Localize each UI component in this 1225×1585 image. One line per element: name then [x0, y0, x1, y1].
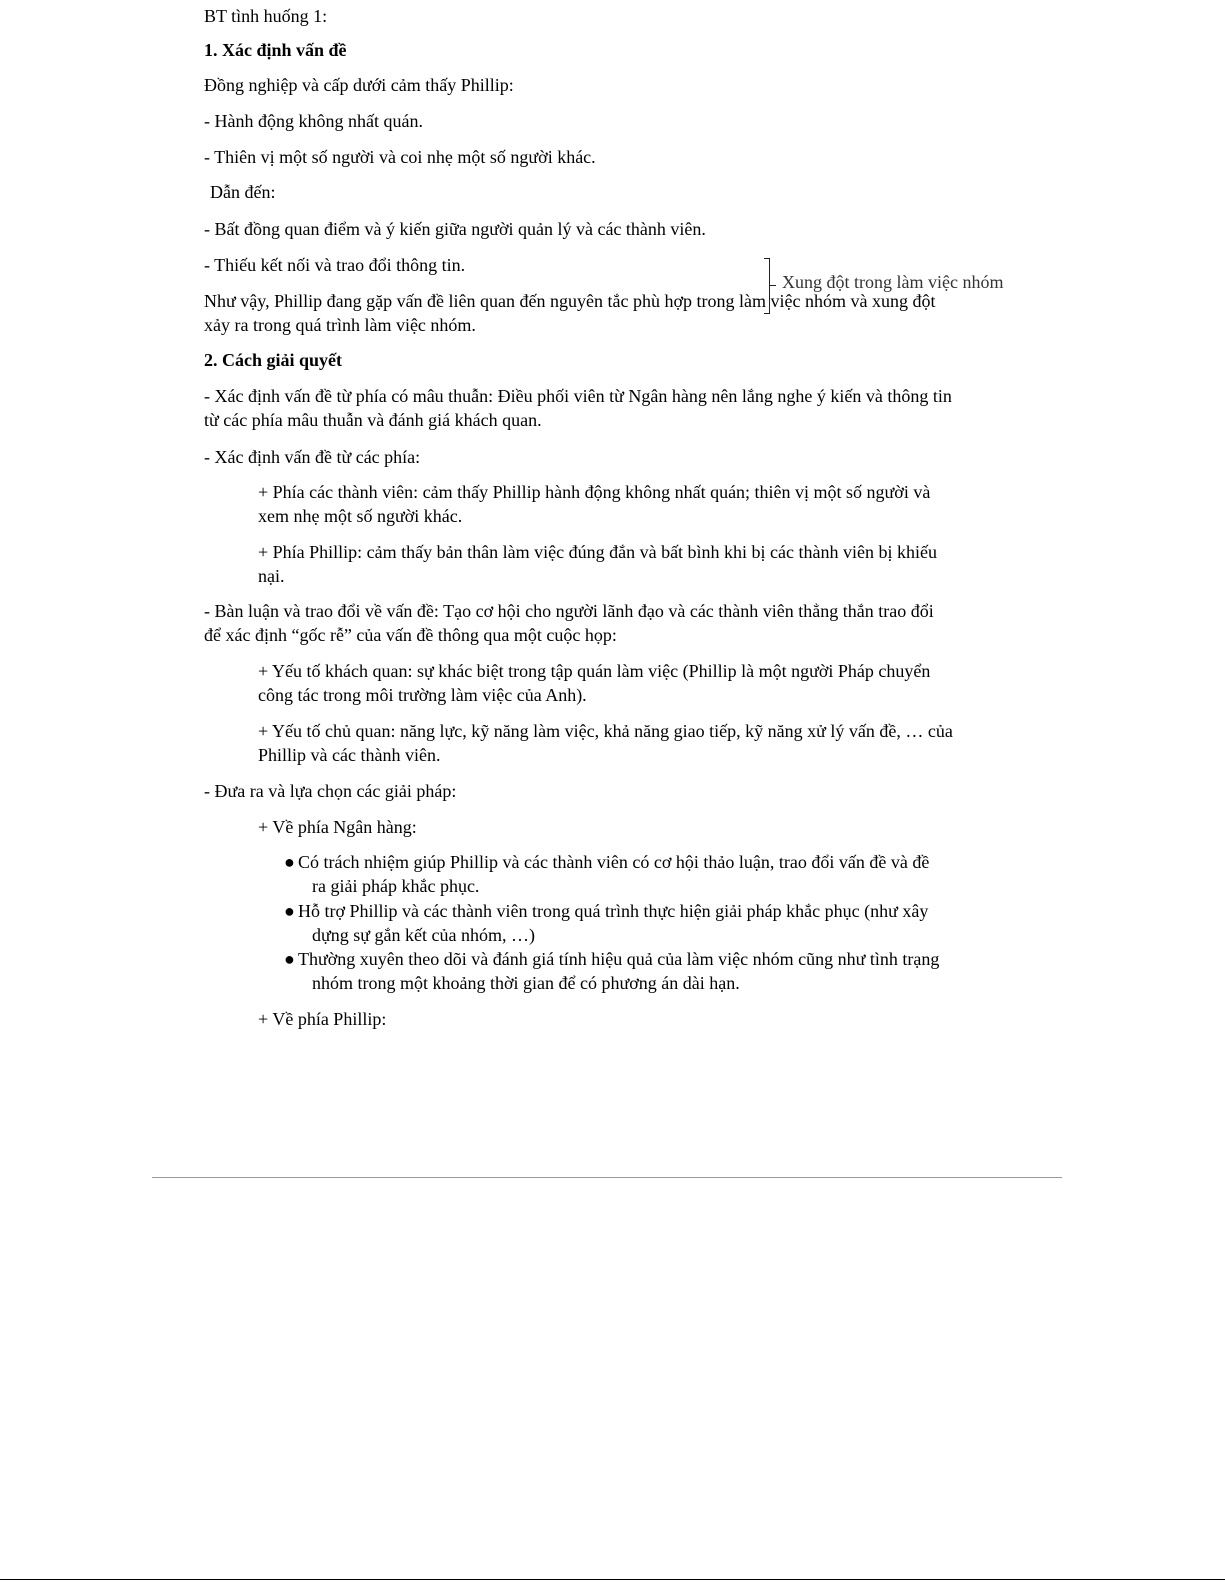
bank-bullet-1-line-2: ra giải pháp khắc phục.	[312, 876, 480, 896]
leads-to-text: Dẫn đến:	[210, 182, 276, 202]
section-2-title: 2. Cách giải quyết	[204, 350, 343, 370]
problem-item-1: - Hành động không nhất quán.	[204, 111, 423, 131]
problem-item-2: - Thiên vị một số người và coi nhẹ một số người khác.	[204, 147, 596, 167]
solution-2: - Xác định vấn đề từ các phía:	[204, 447, 421, 467]
bank-bullet-1-line-1	[284, 850, 929, 874]
problem-item-4: - Thiếu kết nối và trao đổi thông tin.	[204, 255, 466, 275]
solution-3-line-2: để xác định “gốc rễ” của vấn đề thông qua một cuộc họp:	[204, 625, 617, 645]
section-1-title: 1. Xác định vấn đề	[204, 40, 347, 60]
solution-1-line-2: từ các phía mâu thuẫn và đánh giá khách quan.	[204, 410, 542, 430]
bullet-icon: ●	[284, 901, 295, 921]
bullet-text: Thường xuyên theo dõi và đánh giá tính hiệu quả của làm việc nhóm cũng như tình trạng	[298, 949, 940, 969]
subjective-factor-line-1: + Yếu tố chủ quan: năng lực, kỹ năng làm việc, khả năng giao tiếp, kỹ năng xử lý vấn đề, … của	[258, 721, 953, 741]
members-side-line-2: xem nhẹ một số người khác.	[258, 506, 463, 526]
bank-bullet-3-line-1	[284, 947, 939, 971]
phillip-side-line-2: nại.	[258, 566, 285, 586]
bullet-icon: ●	[284, 949, 295, 969]
bullet-text: Hỗ trợ Phillip và các thành viên trong quá trình thực hiện giải pháp khắc phục (như xây	[298, 901, 929, 921]
phillip-side-line-1: + Phía Phillip: cảm thấy bản thân làm việc đúng đắn và bất bình khi bị các thành viên bị khiếu	[258, 542, 937, 562]
bullet-text: Có trách nhiệm giúp Phillip và các thành viên có cơ hội thảo luận, trao đổi vấn đề và đề	[298, 852, 930, 872]
problem-item-3: - Bất đồng quan điểm và ý kiến giữa người quản lý và các thành viên.	[204, 219, 706, 239]
members-side-line-1: + Phía các thành viên: cảm thấy Phillip hành động không nhất quán; thiên vị một số người và	[258, 482, 931, 502]
bank-bullet-2-line-1	[284, 899, 928, 923]
brace-tick	[770, 285, 776, 286]
bank-side-heading: + Về phía Ngân hàng:	[258, 817, 417, 837]
solution-3-line-1: - Bàn luận và trao đổi về vấn đề: Tạo cơ hội cho người lãnh đạo và các thành viên thẳng thắn trao đổi	[204, 601, 934, 621]
bank-bullet-3-line-2: nhóm trong một khoảng thời gian để có phương án dài hạn.	[312, 973, 740, 993]
conclusion-line-1: Như vậy, Phillip đang gặp vấn đề liên quan đến nguyên tắc phù hợp trong làm việc nhóm và xung đột	[204, 291, 936, 311]
solution-4: - Đưa ra và lựa chọn các giải pháp:	[204, 781, 457, 801]
conclusion-line-2: xảy ra trong quá trình làm việc nhóm.	[204, 315, 476, 335]
bullet-icon: ●	[284, 852, 295, 872]
phillip-solution-heading: + Về phía Phillip:	[258, 1009, 387, 1029]
bottom-border	[0, 1579, 1225, 1580]
objective-factor-line-2: công tác trong môi trường làm việc của Anh).	[258, 685, 587, 705]
objective-factor-line-1: + Yếu tố khách quan: sự khác biệt trong tập quán làm việc (Phillip là một người Pháp chuyển	[258, 661, 931, 681]
margin-annotation: Xung đột trong làm việc nhóm	[782, 272, 1004, 292]
document-heading: BT tình huống 1:	[204, 6, 328, 26]
subjective-factor-line-2: Phillip và các thành viên.	[258, 745, 441, 765]
solution-1-line-1: - Xác định vấn đề từ phía có mâu thuẫn: Điều phối viên từ Ngân hàng nên lắng nghe ý kiến và thông tin	[204, 386, 952, 406]
bank-bullet-2-line-2: dựng sự gắn kết của nhóm, …)	[312, 925, 535, 945]
page-break-divider	[152, 1177, 1062, 1178]
intro-text: Đồng nghiệp và cấp dưới cảm thấy Phillip:	[204, 75, 514, 95]
